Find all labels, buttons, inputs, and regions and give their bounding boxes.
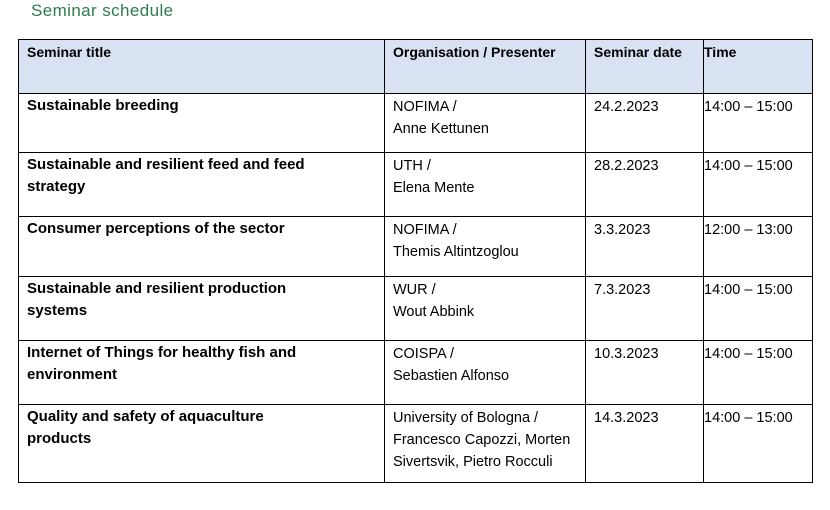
seminar-title-line: Quality and safety of aquaculture — [27, 408, 264, 425]
seminar-title-line: Internet of Things for healthy fish and — [27, 344, 297, 361]
seminar-title-line: systems — [27, 302, 88, 319]
seminar-title-line: Sustainable and resilient feed and feed — [27, 156, 305, 173]
seminar-time-cell: 14:00 – 15:00 — [704, 341, 813, 405]
presenter-line: Elena Mente — [393, 180, 475, 196]
presenter-line: Sivertsvik, Pietro Rocculi — [393, 454, 553, 470]
organisation-line: UTH / — [393, 158, 431, 174]
organisation-line: NOFIMA / — [393, 222, 457, 238]
seminar-title-line: strategy — [27, 178, 86, 195]
table-row — [19, 94, 813, 153]
seminar-date-cell: 14.3.2023 — [586, 405, 704, 483]
table-header-row — [19, 40, 813, 94]
header-seminar-date: Seminar date — [586, 40, 704, 94]
seminar-time-cell: 14:00 – 15:00 — [704, 94, 813, 153]
table-row — [19, 217, 813, 277]
presenter-line: Anne Kettunen — [393, 121, 489, 137]
seminar-title-cell — [19, 153, 385, 217]
table-row — [19, 405, 813, 483]
seminar-title-line: Sustainable and resilient production — [27, 280, 287, 297]
seminar-schedule-table — [18, 39, 813, 483]
presenter-line: Francesco Capozzi, Morten — [393, 432, 571, 448]
presenter-line: Wout Abbink — [393, 304, 475, 320]
seminar-title-cell — [19, 94, 385, 153]
presenter-cell — [385, 94, 586, 153]
table-row — [19, 277, 813, 341]
seminar-title-cell — [19, 217, 385, 277]
organisation-line: University of Bologna / — [393, 410, 539, 426]
presenter-cell — [385, 405, 586, 483]
presenter-cell — [385, 341, 586, 405]
seminar-title-line: Consumer perceptions of the sector — [27, 220, 285, 237]
header-seminar-title: Seminar title — [19, 40, 385, 94]
seminar-title-cell — [19, 341, 385, 405]
page-title: Seminar schedule — [31, 1, 174, 20]
seminar-time-cell: 14:00 – 15:00 — [704, 277, 813, 341]
seminar-date-cell: 7.3.2023 — [586, 277, 704, 341]
header-time: Time — [704, 40, 813, 94]
presenter-cell — [385, 277, 586, 341]
table-row — [19, 153, 813, 217]
organisation-line: WUR / — [393, 282, 436, 298]
organisation-line: NOFIMA / — [393, 99, 457, 115]
seminar-date-cell: 3.3.2023 — [586, 217, 704, 277]
presenter-line: Sebastien Alfonso — [393, 368, 510, 384]
seminar-time-cell: 12:00 – 13:00 — [704, 217, 813, 277]
seminar-title-cell — [19, 277, 385, 341]
table-row — [19, 341, 813, 405]
presenter-cell — [385, 217, 586, 277]
presenter-line: Themis Altintzoglou — [393, 244, 519, 260]
seminar-time-cell: 14:00 – 15:00 — [704, 405, 813, 483]
seminar-time-cell: 14:00 – 15:00 — [704, 153, 813, 217]
seminar-date-cell: 24.2.2023 — [586, 94, 704, 153]
seminar-date-cell: 10.3.2023 — [586, 341, 704, 405]
seminar-title-line: environment — [27, 366, 118, 383]
presenter-cell — [385, 153, 586, 217]
header-organisation-presenter: Organisation / Presenter — [385, 40, 586, 94]
seminar-title-line: products — [27, 430, 92, 447]
organisation-line: COISPA / — [393, 346, 454, 362]
seminar-title-cell — [19, 405, 385, 483]
seminar-title-line: Sustainable breeding — [27, 97, 179, 114]
seminar-date-cell: 28.2.2023 — [586, 153, 704, 217]
